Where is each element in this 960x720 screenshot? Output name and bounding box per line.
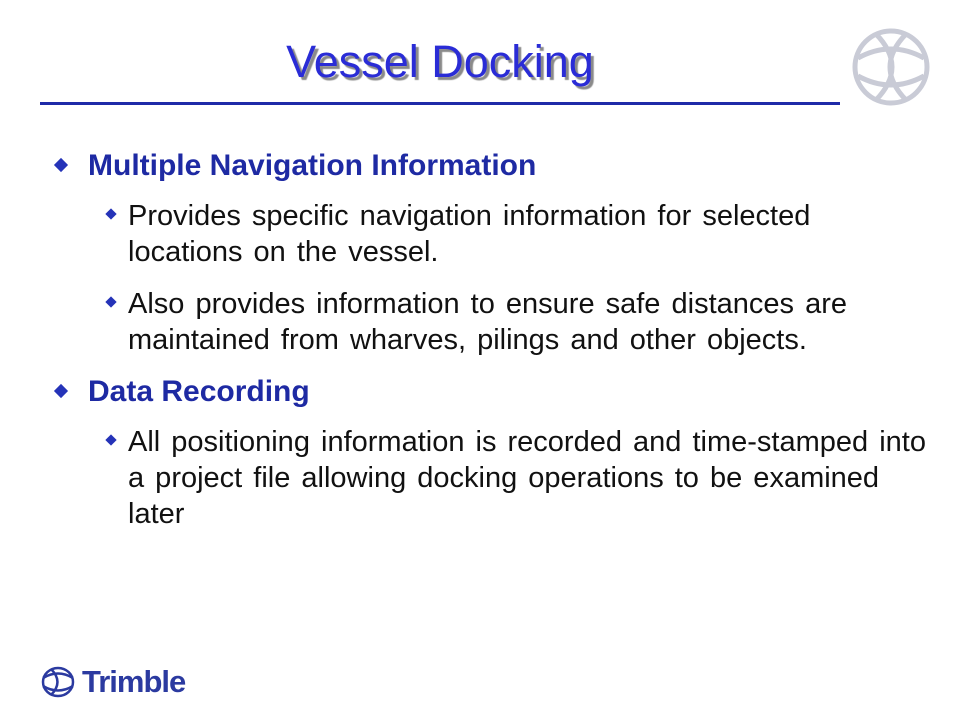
section-heading-navigation [52, 148, 932, 184]
bullet-item-text: Also provides information to ensure safe distances are maintained from wharves, pilings and other objects. [128, 288, 847, 356]
slide-title: Vessel Docking [286, 36, 594, 87]
diamond-bullet-icon [54, 384, 68, 398]
trimble-logo [38, 664, 185, 700]
logo-text: Trimble [82, 664, 186, 699]
title-underline [40, 102, 840, 105]
trimble-globe-icon [38, 665, 78, 699]
bullet-item [52, 286, 932, 358]
diamond-bullet-icon [105, 434, 116, 445]
bullet-item-text: Provides specific navigation information for selected locations on the vessel. [128, 200, 811, 268]
bullet-item-text: All positioning information is recorded and time-stamped into a project file allowing docking operations to be examined later [128, 426, 926, 530]
bullet-item [52, 424, 932, 532]
section-heading-text: Multiple Navigation Information [88, 149, 537, 182]
trimble-watermark-icon [846, 22, 936, 117]
diamond-bullet-icon [105, 296, 116, 307]
diamond-bullet-icon [54, 158, 68, 172]
section-heading-text: Data Recording [88, 375, 310, 408]
bullet-item [52, 198, 932, 270]
diamond-bullet-icon [105, 208, 116, 219]
section-heading-data-recording [52, 374, 932, 410]
